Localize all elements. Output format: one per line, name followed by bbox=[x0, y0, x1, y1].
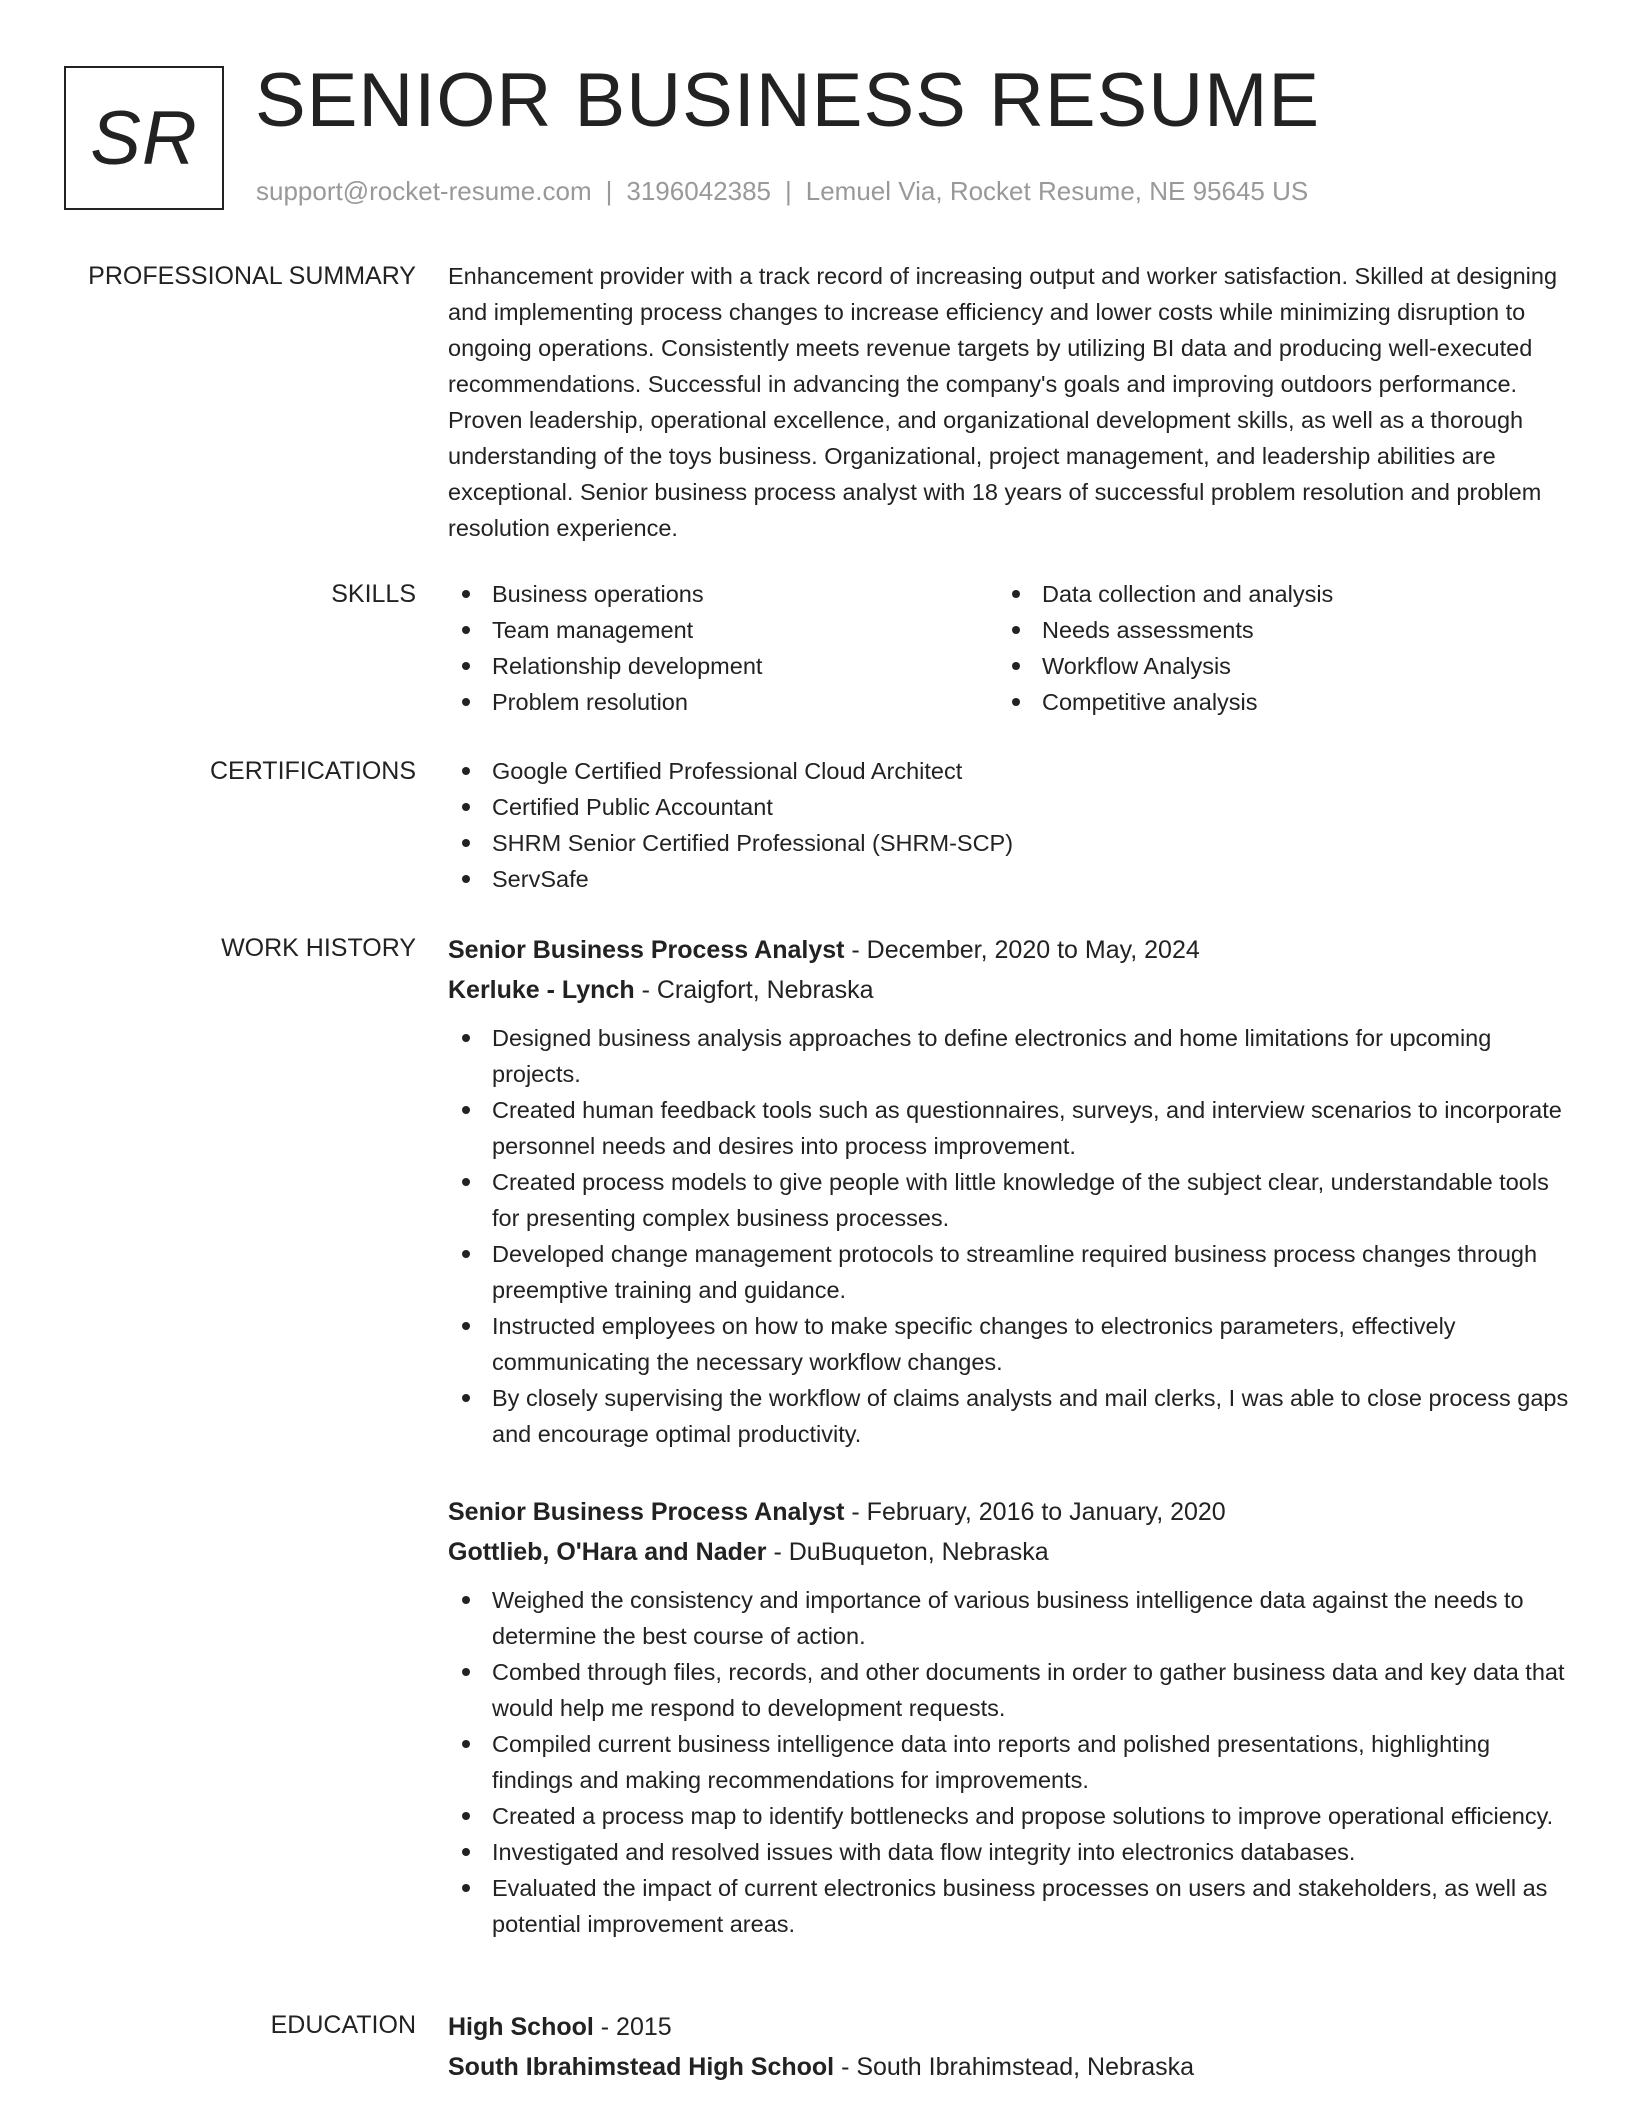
job-duty-item: Created a process map to identify bottlenecks and propose solutions to improve operational efficiency. bbox=[448, 1798, 1570, 1834]
job-company-line bbox=[448, 970, 1570, 1010]
education-school-line bbox=[448, 2047, 1570, 2087]
job-duty-item: Weighed the consistency and importance of various business intelligence data against the needs to determine the best course of action. bbox=[448, 1582, 1570, 1654]
monogram-badge bbox=[64, 66, 224, 210]
certification-item: ServSafe bbox=[448, 861, 1570, 897]
skill-item: Business operations bbox=[448, 576, 998, 612]
education-school: South Ibrahimstead High School bbox=[448, 2053, 835, 2081]
summary-heading: PROFESSIONAL SUMMARY bbox=[88, 262, 416, 290]
job-duties bbox=[448, 1582, 1570, 1942]
contact-separator: | bbox=[605, 176, 613, 206]
job-duty-item: Designed business analysis approaches to define electronics and home limitations for upcoming projects. bbox=[448, 1020, 1570, 1092]
skills-column-right bbox=[998, 576, 1548, 720]
summary-text: Enhancement provider with a track record of increasing output and worker satisfaction. Skilled at designing and implementing process changes to increase efficiency and lower costs while minimizing disruption to ongoing operations. Consistently meets revenue targets by utilizing BI data and producing well-executed recommendations. Successful in advancing the company's goals and improving outdoors performance. Proven leadership, operational excellence, and organizational development skills, as well as a thorough understanding of the toys business. Organizational, project management, and leadership abilities are exceptional. Senior business process analyst with 18 years of successful problem resolution and problem resolution experience. bbox=[448, 263, 1558, 541]
job-company-line bbox=[448, 1532, 1570, 1572]
contact-phone: 3196042385 bbox=[626, 176, 771, 206]
contact-separator: | bbox=[785, 176, 792, 206]
certification-item: Certified Public Accountant bbox=[448, 789, 1570, 825]
job-entry bbox=[448, 1492, 1570, 1942]
job-duty-item: Evaluated the impact of current electronics business processes on users and stakeholders, as well as potential improvement areas. bbox=[448, 1870, 1570, 1942]
job-title: Senior Business Process Analyst bbox=[448, 936, 845, 964]
job-duty-item: Compiled current business intelligence data into reports and polished presentations, highlighting findings and making recommendations for improvements. bbox=[448, 1726, 1570, 1798]
job-title: Senior Business Process Analyst bbox=[448, 1498, 845, 1526]
skill-item: Relationship development bbox=[448, 648, 998, 684]
job-location: - DuBuqueton, Nebraska bbox=[766, 1538, 1049, 1566]
job-title-line bbox=[448, 1492, 1570, 1532]
job-duty-item: By closely supervising the workflow of claims analysts and mail clerks, I was able to close process gaps and encourage optimal productivity. bbox=[448, 1380, 1570, 1452]
certification-item: Google Certified Professional Cloud Architect bbox=[448, 753, 1570, 789]
certifications-list bbox=[448, 753, 1570, 897]
certification-item: SHRM Senior Certified Professional (SHRM-SCP) bbox=[448, 825, 1570, 861]
job-duty-item: Developed change management protocols to streamline required business process changes through preemptive training and guidance. bbox=[448, 1236, 1570, 1308]
contact-email: support@rocket-resume.com bbox=[256, 176, 592, 206]
skill-item: Competitive analysis bbox=[998, 684, 1548, 720]
job-duty-item: Created process models to give people with little knowledge of the subject clear, understandable tools for presenting complex business processes. bbox=[448, 1164, 1570, 1236]
education-year: - 2015 bbox=[593, 2013, 672, 2041]
education-heading: EDUCATION bbox=[270, 2011, 416, 2039]
job-duty-item: Instructed employees on how to make specific changes to electronics parameters, effectively communicating the necessary workflow changes. bbox=[448, 1308, 1570, 1380]
work-history-heading: WORK HISTORY bbox=[221, 934, 416, 962]
job-location: - Craigfort, Nebraska bbox=[634, 976, 874, 1004]
education-location: - South Ibrahimstead, Nebraska bbox=[834, 2053, 1195, 2081]
education-degree-line bbox=[448, 2007, 1570, 2047]
skill-item: Needs assessments bbox=[998, 612, 1548, 648]
work-history-body bbox=[448, 930, 1570, 1942]
job-duty-item: Combed through files, records, and other documents in order to gather business data and key data that would help me respond to development requests. bbox=[448, 1654, 1570, 1726]
job-entry bbox=[448, 930, 1570, 1452]
certifications-heading: CERTIFICATIONS bbox=[209, 757, 416, 785]
job-duties bbox=[448, 1020, 1570, 1452]
job-duty-item: Investigated and resolved issues with data flow integrity into electronics databases. bbox=[448, 1834, 1570, 1870]
job-company: Gottlieb, O'Hara and Nader bbox=[448, 1538, 767, 1566]
skill-item: Problem resolution bbox=[448, 684, 998, 720]
skills-column-left bbox=[448, 576, 998, 720]
job-dates: - December, 2020 to May, 2024 bbox=[844, 936, 1200, 964]
skills-list bbox=[448, 576, 1570, 720]
education-body bbox=[448, 2007, 1570, 2087]
job-dates: - February, 2016 to January, 2020 bbox=[844, 1498, 1226, 1526]
skill-item: Workflow Analysis bbox=[998, 648, 1548, 684]
skills-heading: SKILLS bbox=[331, 580, 416, 608]
skill-item: Data collection and analysis bbox=[998, 576, 1548, 612]
job-company: Kerluke - Lynch bbox=[448, 976, 635, 1004]
job-title-line bbox=[448, 930, 1570, 970]
contact-address: Lemuel Via, Rocket Resume, NE 95645 US bbox=[805, 176, 1309, 206]
skill-item: Team management bbox=[448, 612, 998, 648]
monogram-initials: SR bbox=[90, 95, 198, 181]
job-duty-item: Created human feedback tools such as questionnaires, surveys, and interview scenarios to incorporate personnel needs and desires into process improvement. bbox=[448, 1092, 1570, 1164]
resume-title: SENIOR BUSINESS RESUME bbox=[255, 58, 1321, 143]
contact-line bbox=[256, 175, 1308, 207]
education-degree: High School bbox=[448, 2013, 594, 2041]
